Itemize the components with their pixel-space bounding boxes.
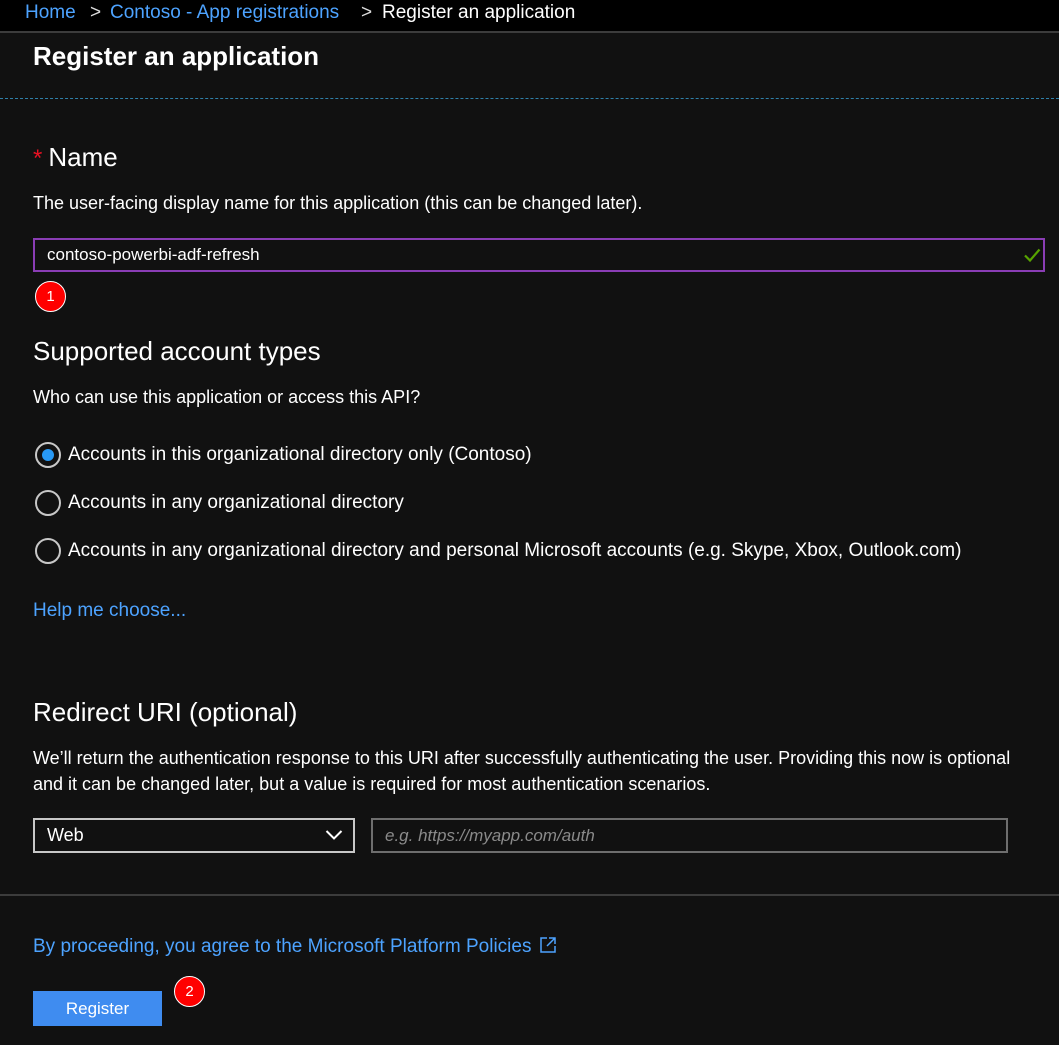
redirect-uri-description: We’ll return the authentication response to this URI after successfully authenticating the user. Providing this now is optional and it can be changed later, but a value is required for most authentication scenarios. xyxy=(33,748,1011,794)
platform-select[interactable] xyxy=(33,818,355,853)
breadcrumb xyxy=(0,0,1059,33)
platform-select-value: Web xyxy=(47,825,84,845)
radio-button[interactable] xyxy=(35,490,61,516)
account-types-heading: Supported account types xyxy=(33,336,321,366)
account-types-question: Who can use this application or access this API? xyxy=(33,387,421,407)
footer-divider xyxy=(0,894,1059,896)
page-title: Register an application xyxy=(33,41,320,71)
external-link-icon xyxy=(539,936,557,954)
register-button[interactable]: Register xyxy=(33,991,162,1026)
name-heading-label: Name xyxy=(48,142,118,172)
name-heading xyxy=(33,142,118,173)
redirect-uri-heading: Redirect URI (optional) xyxy=(33,697,298,727)
help-me-choose-link[interactable]: Help me choose... xyxy=(33,600,187,621)
platform-policies-link[interactable] xyxy=(33,936,557,958)
annotation-badge-2: 2 xyxy=(174,976,205,1007)
breadcrumb-separator: > xyxy=(361,2,373,23)
breadcrumb-current: Register an application xyxy=(382,2,576,23)
radio-label: Accounts in any organizational directory and personal Microsoft accounts (e.g. Skype, Xbox, Outlook.com) xyxy=(68,540,962,561)
app-name-input[interactable] xyxy=(33,238,1045,272)
redirect-uri-input[interactable] xyxy=(371,818,1008,853)
checkmark-icon xyxy=(1022,245,1042,265)
title-divider xyxy=(0,98,1059,99)
radio-button[interactable] xyxy=(35,538,61,564)
radio-label: Accounts in any organizational directory xyxy=(68,492,404,513)
annotation-badge-1: 1 xyxy=(35,281,66,312)
radio-button-selected[interactable] xyxy=(35,442,61,468)
name-description: The user-facing display name for this application (this can be changed later). xyxy=(33,193,643,213)
breadcrumb-home-link[interactable]: Home xyxy=(25,2,76,23)
platform-policies-text: By proceeding, you agree to the Microsoft Platform Policies xyxy=(33,936,532,957)
radio-label: Accounts in this organizational directory only (Contoso) xyxy=(68,444,532,465)
breadcrumb-app-registrations-link[interactable]: Contoso - App registrations xyxy=(110,2,340,23)
breadcrumb-separator: > xyxy=(90,2,102,23)
chevron-down-icon xyxy=(325,829,343,841)
required-marker: * xyxy=(33,145,43,172)
